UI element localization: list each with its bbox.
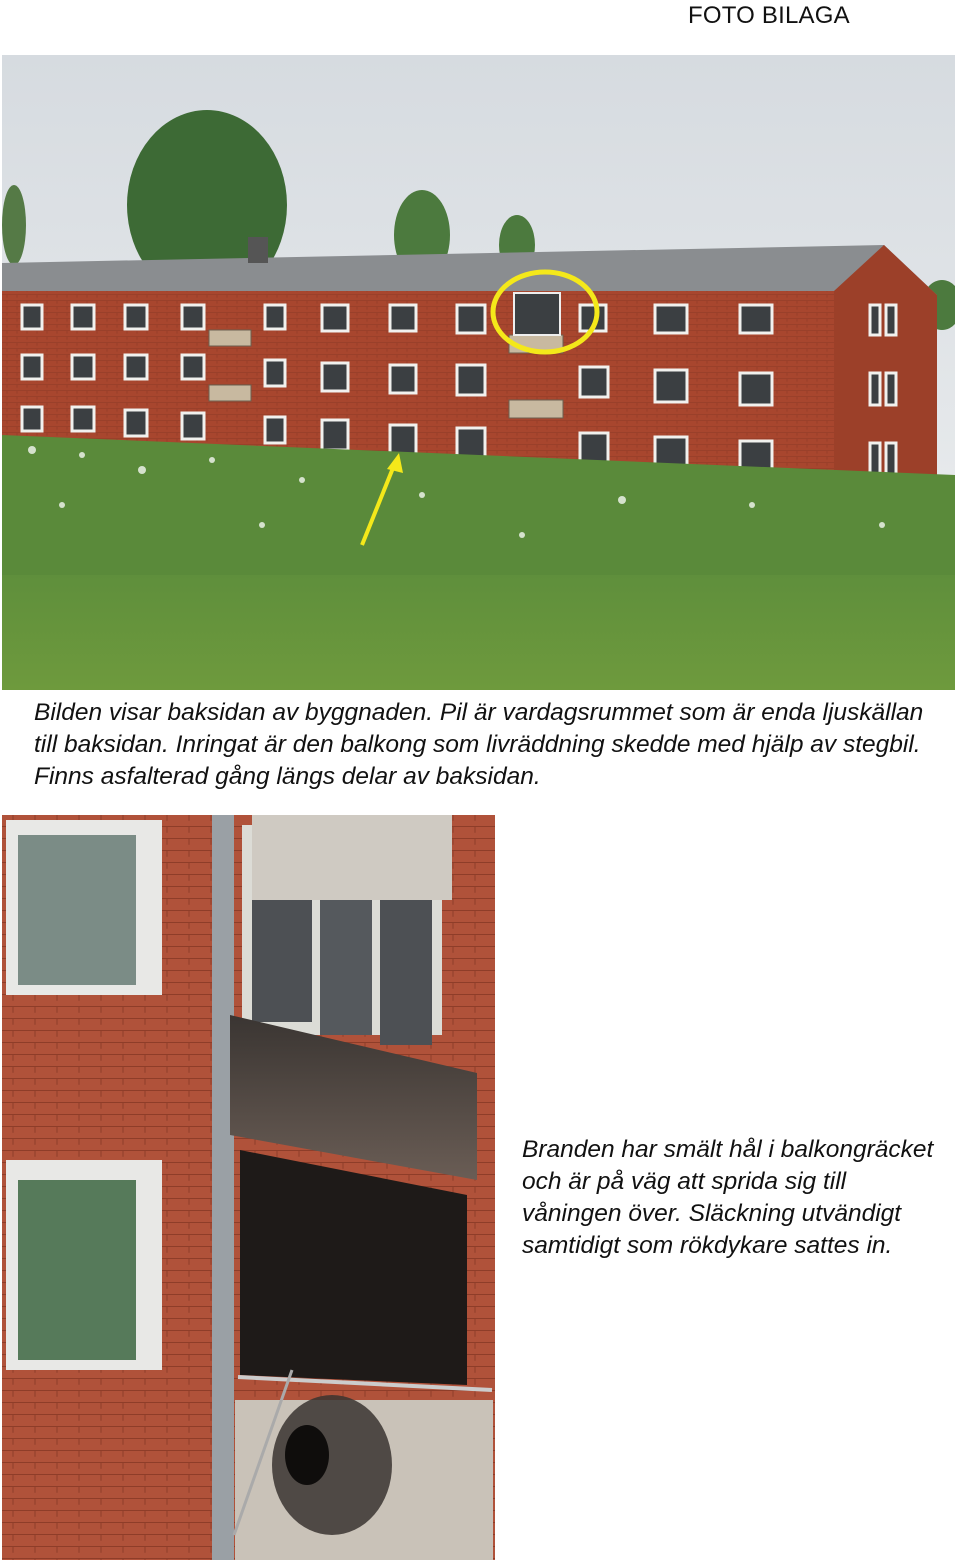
- burned-balcony-photo: [2, 815, 495, 1560]
- burned-balcony-photo-icon: [2, 815, 495, 1560]
- page-header-label: FOTO BILAGA: [688, 2, 850, 29]
- building-rear-photo-icon: [2, 55, 955, 690]
- bottom-photo-caption: Branden har smält hål i balkongräcket och är på väg att sprida sig till våningen över. Släckning utvändigt samtidigt som rökdykare sattes in.: [522, 1136, 934, 1259]
- top-photo-caption: Bilden visar baksidan av byggnaden. Pil är vardagsrummet som är enda ljuskällan till baksidan. Inringat är den balkong som livräddning skedde med hjälp av stegbil. Finns asfalterad gång längs delar av baksidan.: [34, 699, 924, 790]
- building-rear-photo: [2, 55, 955, 690]
